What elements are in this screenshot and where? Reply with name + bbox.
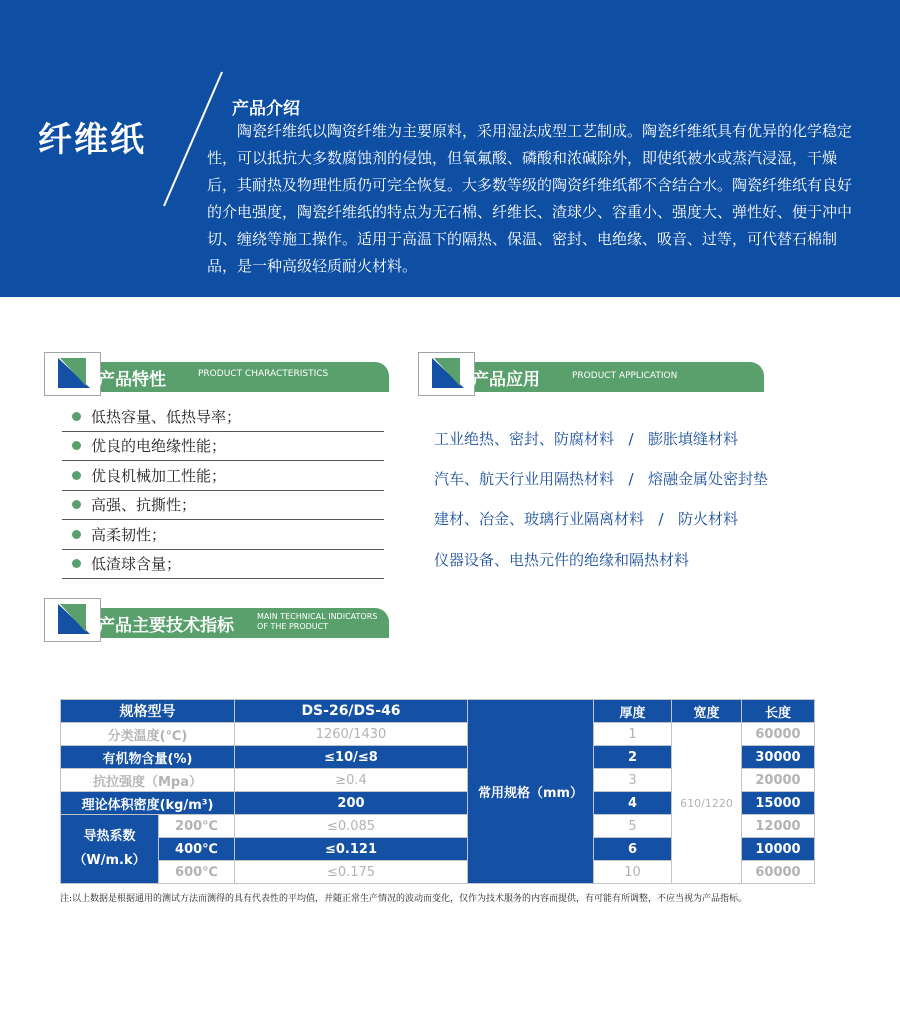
characteristics-header (44, 358, 389, 392)
conductivity-label: 导热系数 （W/m.k） (61, 815, 159, 884)
bullet-icon (72, 559, 81, 568)
bullet-icon (72, 412, 81, 421)
application-line: 工业绝热、密封、防腐材料 / 膨胀填缝材料 (434, 430, 739, 448)
application-line: 建材、冶金、玻璃行业隔离材料 / 防火材料 (434, 510, 739, 528)
characteristics-title: 产品特性 (98, 370, 166, 390)
bullet-icon (72, 500, 81, 509)
application-title-en: PRODUCT APPLICATION (572, 371, 678, 381)
application-header (418, 358, 764, 392)
application-title: 产品应用 (472, 370, 540, 390)
application-line: 汽车、航天行业用隔热材料 / 熔融金属处密封垫 (434, 470, 769, 488)
table-row: 抗拉强度（Mpa） ≥0.4 3 20000 (61, 769, 815, 792)
table-row: 导热系数 （W/m.k） 200℃ ≤0.085 5 12000 (61, 815, 815, 838)
common-spec-label: 常用规格（mm） (468, 700, 594, 884)
list-item: 高强、抗撕性； (62, 491, 384, 521)
characteristics-title-en: PRODUCT CHARACTERISTICS (198, 369, 329, 379)
table-row: 600℃ ≤0.175 10 60000 (61, 861, 815, 884)
section-marker-icon (56, 602, 96, 638)
application-line: 仪器设备、电热元件的绝缘和隔热材料 (434, 551, 690, 569)
width-value: 610/1220 (672, 723, 742, 884)
list-item: 低热容量、低热导率； (62, 402, 384, 432)
table-row: 理论体积密度(kg/m³) 200 4 15000 (61, 792, 815, 815)
header-model: 规格型号 (61, 700, 235, 723)
table-row: 有机物含量(%) ≤10/≤8 2 30000 (61, 746, 815, 769)
header-length: 长度 (742, 700, 815, 723)
header-model-value: DS-26/DS-46 (235, 700, 468, 723)
bullet-icon (72, 471, 81, 480)
header-width: 宽度 (672, 700, 742, 723)
tech-title: 产品主要技术指标 (98, 616, 234, 636)
spec-table (60, 699, 815, 884)
list-item: 低渣球含量； (62, 550, 384, 580)
list-item: 高柔韧性； (62, 520, 384, 550)
hero-banner (0, 0, 900, 297)
section-marker-icon (430, 356, 470, 392)
tech-title-en-2: OF THE PRODUCT (257, 622, 329, 631)
section-marker-icon (56, 356, 96, 392)
list-item: 优良机械加工性能； (62, 461, 384, 491)
footnote: 注:以上数据是根据通用的测试方法而测得的具有代表性的平均值，并随正常生产情况的波动而变化，仅作为技术服务的内容而提供，有可能有所调整，不应当视为产品指标。 (60, 894, 748, 904)
header-thickness: 厚度 (594, 700, 672, 723)
tech-title-en-1: MAIN TECHNICAL INDICATORS (257, 612, 378, 621)
tech-header (44, 604, 389, 638)
table-row (61, 700, 815, 723)
bullet-icon (72, 441, 81, 450)
hero-title: 纤维纸 (38, 120, 146, 160)
intro-text: 陶瓷纤维纸以陶资纤维为主要原料，采用湿法成型工艺制成。陶瓷纤维纸具有优异的化学稳定性，可以抵抗大多数腐蚀剂的侵蚀，但氧氟酸、磷酸和浓碱除外，即使纸被水或蒸汽浸湿，干燥后，其耐热及物理性质仍可完全恢复。大多数等级的陶资纤维纸都不含结合水。陶瓷纤维纸有良好的介电强度，陶瓷纤维纸的特点为无石棉、纤维长、渣球少、容重小、强度大、弹性好、便于冲中切、缠绕等施工操作。适用于高温下的隔热、保温、密封、电绝缘、吸音、过等，可代替石棉制品，是一种高级轻质耐火材料。 (207, 122, 853, 275)
table-row: 分类温度(℃) 1260/1430 1 610/1220 60000 (61, 723, 815, 746)
list-item: 优良的电绝缘性能； (62, 432, 384, 462)
intro-subtitle: 产品介绍 (232, 99, 300, 119)
feature-list (62, 402, 384, 579)
table-row: 400℃ ≤0.121 6 10000 (61, 838, 815, 861)
bullet-icon (72, 530, 81, 539)
